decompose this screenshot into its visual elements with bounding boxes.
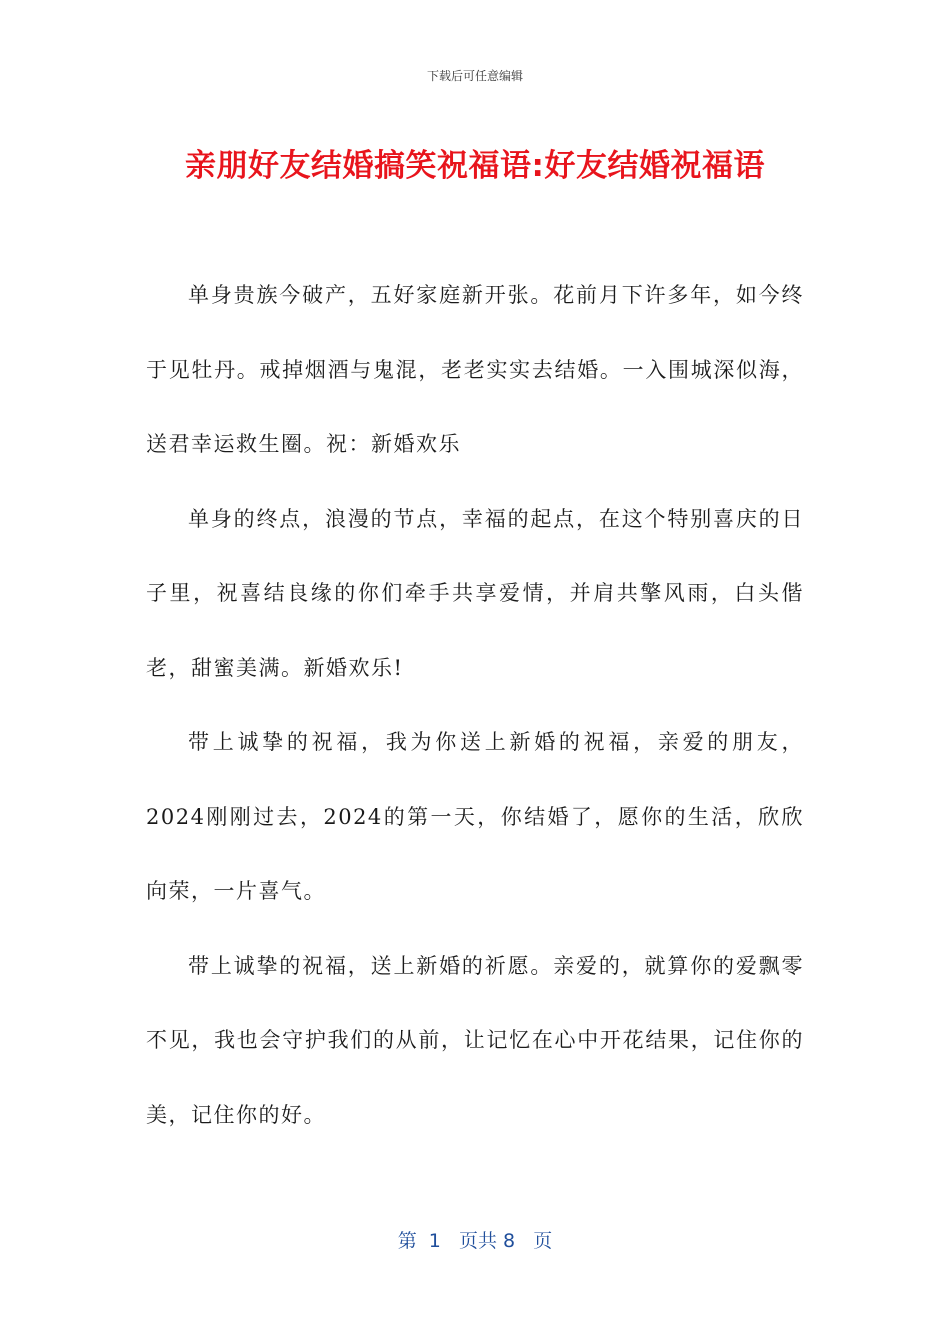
paragraph: 带上诚挚的祝福，我为你送上新婚的祝福，亲爱的朋友，2024刚刚过去，2024的第一天，你结婚了，愿你的生活，欣欣向荣，一片喜气。 [146,730,804,903]
paragraph: 带上诚挚的祝福，送上新婚的祈愿。亲爱的，就算你的爱飘零不见，我也会守护我们的从前，让记忆在心中开花结果，记住你的美，记住你的好。 [146,953,804,1127]
document-body [146,258,804,1152]
document-title: 亲朋好友结婚搞笑祝福语:好友结婚祝福语 [185,148,765,184]
paragraph: 单身贵族今破产，五好家庭新开张。花前月下许多年，如今终于见牡丹。戒掉烟酒与鬼混，老老实实去结婚。一入围城深似海，送君幸运救生圈。祝：新婚欢乐 [146,283,804,456]
header-note: 下载后可任意编辑 [426,69,523,83]
page-number-footer: 第 1 页共 8 页 [397,1230,553,1252]
paragraph: 单身的终点，浪漫的节点，幸福的起点，在这个特别喜庆的日子里，祝喜结良缘的你们牵手共享爱情，并肩共擎风雨，白头偕老，甜蜜美满。新婚欢乐! [146,506,804,680]
